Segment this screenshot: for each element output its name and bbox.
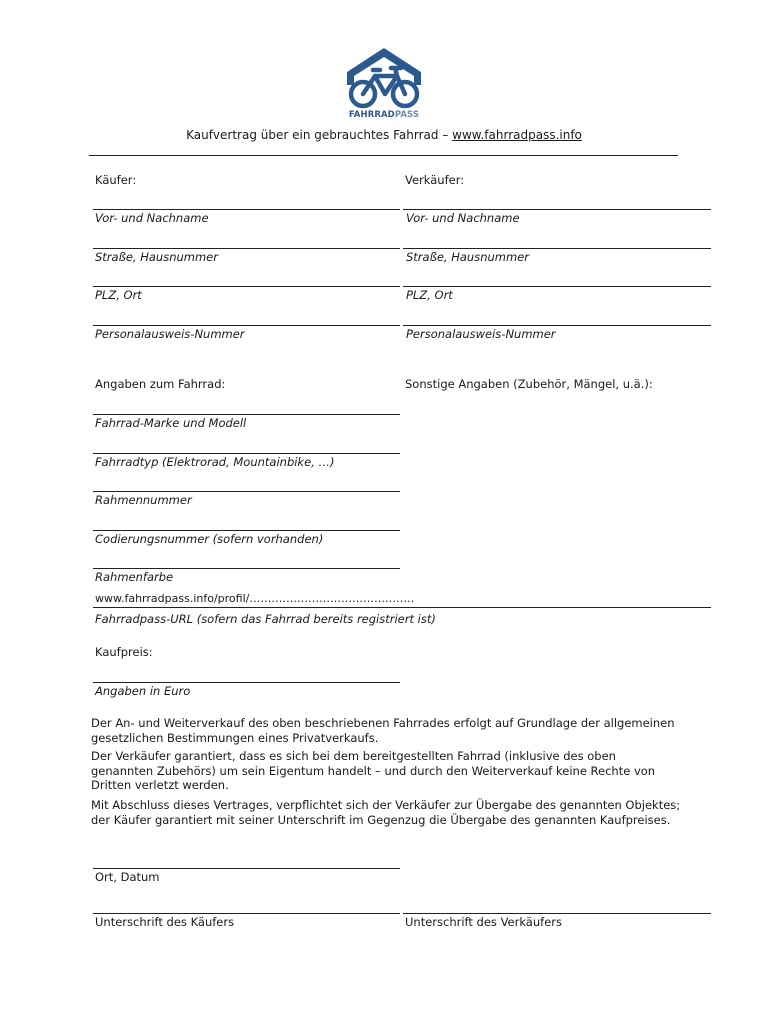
buyer-street-label: Straße, Hausnummer	[95, 250, 218, 264]
fahrradpass-logo	[347, 48, 421, 124]
price-label: Angaben in Euro	[95, 684, 191, 698]
terms-paragraph-2: Der Verkäufer garantiert, dass es sich bei dem bereitgestellten Fahrrad (inklusive des oben genannten Zubehörs) um sein Eigentum handelt – und durch den Weiterverkauf keine Rechte von Dritten verletzt werden.	[91, 749, 656, 792]
seller-id-line[interactable]	[403, 325, 711, 326]
title-divider	[89, 155, 678, 156]
frame-color-line[interactable]	[93, 568, 400, 569]
price-heading: Kaufpreis:	[95, 645, 153, 659]
buyer-city-label: PLZ, Ort	[95, 288, 142, 302]
bike-type-label: Fahrradtyp (Elektrorad, Mountainbike, …)	[95, 455, 335, 469]
seller-name-line[interactable]	[403, 209, 711, 210]
fahrradpass-url-label: Fahrradpass-URL (sofern das Fahrrad bereits registriert ist)	[95, 612, 436, 626]
frame-color-label: Rahmenfarbe	[95, 570, 174, 584]
seller-street-label: Straße, Hausnummer	[406, 250, 529, 264]
price-line[interactable]	[93, 682, 400, 683]
coding-number-label: Codierungsnummer (sofern vorhanden)	[95, 532, 324, 546]
other-heading: Sonstige Angaben (Zubehör, Mängel, u.ä.):	[405, 377, 653, 391]
buyer-name-label: Vor- und Nachname	[95, 211, 209, 225]
bike-heading: Angaben zum Fahrrad:	[95, 377, 226, 391]
bike-type-line[interactable]	[93, 453, 400, 454]
document-title: Kaufvertrag über ein gebrauchtes Fahrrad – www.fahrradpass.info	[186, 128, 582, 142]
logo-wordmark: FAHRRADPASS	[348, 110, 420, 120]
coding-number-line[interactable]	[93, 530, 400, 531]
buyer-street-line[interactable]	[93, 248, 400, 249]
seller-heading: Verkäufer:	[405, 173, 465, 187]
fahrradpass-url-prefill: www.fahrradpass.info/profil/………………………………………	[95, 592, 415, 605]
frame-number-line[interactable]	[93, 491, 400, 492]
seller-name-label: Vor- und Nachname	[406, 211, 520, 225]
bike-model-line[interactable]	[93, 414, 400, 415]
seller-city-line[interactable]	[403, 286, 711, 287]
bicycle-house-icon	[347, 48, 421, 112]
buyer-id-label: Personalausweis-Nummer	[95, 327, 245, 341]
buyer-heading: Käufer:	[95, 173, 137, 187]
seller-signature-line[interactable]	[403, 913, 711, 914]
buyer-signature-line[interactable]	[93, 913, 400, 914]
seller-signature-label: Unterschrift des Verkäufers	[405, 915, 562, 929]
buyer-id-line[interactable]	[93, 325, 400, 326]
bike-model-label: Fahrrad-Marke und Modell	[95, 416, 247, 430]
seller-street-line[interactable]	[403, 248, 711, 249]
terms-paragraph-1: Der An- und Weiterverkauf des oben beschriebenen Fahrrades erfolgt auf Grundlage der allgemeinen gesetzlichen Bestimmungen eines Privatverkaufs.	[91, 716, 675, 745]
frame-number-label: Rahmennummer	[95, 493, 192, 507]
buyer-city-line[interactable]	[93, 286, 400, 287]
fahrradpass-url-line[interactable]	[93, 607, 711, 608]
seller-id-label: Personalausweis-Nummer	[406, 327, 556, 341]
website-link[interactable]: www.fahrradpass.info	[452, 128, 582, 142]
buyer-name-line[interactable]	[93, 209, 400, 210]
buyer-signature-label: Unterschrift des Käufers	[95, 915, 235, 929]
seller-city-label: PLZ, Ort	[406, 288, 453, 302]
terms-paragraph-3: Mit Abschluss dieses Vertrages, verpflichtet sich der Verkäufer zur Übergabe des genannten Objektes; der Käufer garantiert mit seiner Unterschrift im Gegenzug die Übergabe des genannten Kaufpreises.	[91, 798, 681, 827]
place-date-line[interactable]	[93, 868, 400, 869]
place-date-label: Ort, Datum	[95, 870, 160, 884]
